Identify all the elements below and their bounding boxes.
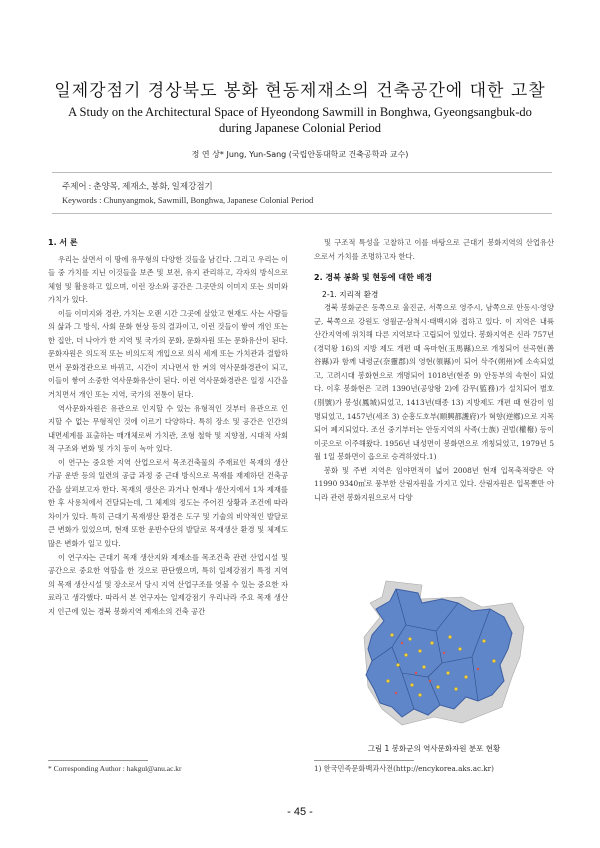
- subsection-heading-geography: 2-1. 지리적 환경: [322, 289, 379, 299]
- reference-footnote: 1) 한국민족문화백과사전(http://encykorea.aks.ac.kr): [314, 764, 494, 773]
- page-number: - 45 -: [287, 806, 313, 818]
- footnote-rule-right: [314, 760, 414, 761]
- title-en-line-2: during Japanese Colonial Period: [218, 121, 382, 135]
- corresponding-author-footnote: * Corresponding Author : hakgul@anu.ac.kr: [48, 764, 182, 773]
- title-en-line-1: A Study on the Architectural Space of Hyeondong Sawmill in Bonghwa, Gyeongsangbuk-do: [68, 105, 532, 119]
- keywords-box: [52, 172, 552, 214]
- section-heading-introduction: 1. 서 론: [48, 238, 78, 247]
- left-column: [48, 236, 288, 618]
- body-paragraph: 역사문화자원은 유관으로 인지할 수 있는 유형적인 것부터 유관으로 인지할 수 없는 무형적인 것에 이르기 다양하다. 특히 장소 및 공간은 인간의 내면세계를 표출하는 매개체로써 가치관, 조형 철학 및 지향점, 시대적 사회적 구조와 변화 및 가치 등이 녹아 있다.: [48, 403, 288, 454]
- keywords-korean: 주제어 : 춘양목, 제재소, 봉화, 일제강점기: [62, 181, 213, 191]
- keywords-english: Keywords : Chunyangmok, Sawmill, Bonghwa, Japanese Colonial Period: [62, 195, 314, 205]
- paper-title-english: [30, 104, 570, 136]
- body-paragraph: 및 구조적 특성을 고찰하고 이를 바탕으로 근대기 봉화지역의 산업유산으로서 가치를 조명하고자 한다.: [314, 238, 554, 261]
- body-paragraph: 우리는 살면서 이 땅에 유무형의 다양한 것들을 남긴다. 그리고 우리는 이들 중 가치를 지닌 이것들을 보존 및 보전, 유지 관리하고, 각자의 방식으로 체험 및 활용하고 있으며, 이런 장소와 공간은 그곳만의 이미지 또는 의미와 가치가 있다.: [48, 254, 288, 305]
- body-paragraph: 이들 이미지와 경관, 가치는 오랜 시간 그곳에 살았고 현재도 사는 사람들의 삶과 그 방식, 사회 문화 현상 등의 결과이고, 이런 것들이 쌓여 개인 또는 한 집안, 더 나아가 한 지역 및 국가의 문화, 문화자원 또는 문화유산이 된다. 문화자원은 의도적 또는 비의도적 개입으로 의식 세계 또는 가치관과 결합하면서 문화경관으로 바뀌고, 시간이 지나면서 한 켜의 역사문화경관이 되고, 이들이 쌓여 소중한 역사문화유산이 된다. 이런 역사문화경관은 일정 시간을 거치면서 개인 또는 지역, 국가의 전통이 된다.: [48, 308, 288, 400]
- body-paragraph: 경북 봉화군은 동쪽으로 울진군, 서쪽으로 영주시, 남쪽으로 안동시·영양군, 북쪽으로 강원도 영월군·삼척시·태백시와 접하고 있다. 이 지역은 내륙 산간지역에 위치해 다른 지역보다 고립되어 있었다. 봉화지역은 신라 757년(경덕왕 16)의 지방 제도 개편 때 옥마현(玉馬縣)으로 개칭되어 선곡현(善谷縣)과 함께 내령군(奈靈郡)의 영현(領縣)이 되어 삭주(朔州)에 소속되었고, 고려시대 봉화현으로 개명되어 1018년(현종 9) 안동부의 속현이 되었다. 이후 봉화현은 고려 1390년(공양왕 2)에 감무(監務)가 설치되어 별호(別號)가 봉성(鳳城)되었고, 1413년(태종 13) 지방제도 개편 때 현감이 임명되었고, 1457년(세조 3) 순흥도호부(順興都護府)가 혁향(逆鄕)으로 지목되어 폐지되었다. 조선 중기부터는 안동지역의 사족(士族) 권벌(權橃) 등이 이곳으로 이주해왔다. 1956년 내성면이 봉화면으로 개칭되었고, 1979년 5월 1일 봉화면이 읍으로 승격하였다.1): [314, 303, 554, 462]
- body-paragraph: 이 연구자는 근대기 목재 생산지와 제재소를 목조건축 관련 산업시설 및 공간으로 중요한 역할을 한 것으로 판단했으며, 특히 일제강점기 특정 지역의 목재 생산시설 및 장소로서 당시 지역 산업구조를 엿볼 수 있는 중요한 자료라고 생각했다. 따라서 본 연구자는 일제강점기 우리나라 주요 목재 생산지 인근에 있는 경북 봉화지역 제재소의 건축 공간: [48, 552, 288, 616]
- section-heading-background: 2. 경북 봉화 및 현동에 대한 배경: [314, 273, 433, 283]
- paper-title-korean: 일제강점기 경상북도 봉화 현동제재소의 건축공간에 대한 고찰: [54, 81, 546, 101]
- body-paragraph: 봉화 및 주변 지역은 임야면적이 넓어 2008년 현재 입목축적량은 약 11990 9340㎥로 풍부한 산림자원을 가지고 있다. 산림자원은 입목뿐만 아니라 관련 봉화지원으로서 다양: [314, 465, 554, 502]
- footnote-rule-left: [48, 760, 148, 761]
- right-column: [314, 236, 554, 504]
- body-paragraph: 이 연구는 중요한 지역 산업으로서 목조건축물의 주재료인 목재의 생산 가공 운반 등의 일련의 공급 과정 중 근대 방식으로 목재를 재제하던 건축공간을 살펴보고자 한다. 목재의 생산은 과거나 현재나 생산지에서 1차 제재를 한 후 사용처에서 건달되는데, 그 체제의 정도는 주어진 상황과 조건에 따라 차이가 있다. 특히 근대기 목재생산 환경은 도구 및 기술의 비약적인 발달로 큰 변화가 있었으며, 현재 또한 운반수단의 발달로 목재생산 환경 및 체제도 많은 변화가 일고 있다.: [48, 457, 288, 549]
- bonghwa-map-figure: [362, 577, 527, 727]
- figure-caption: 그림 1 봉화군의 역사문화자원 분포 현황: [367, 744, 501, 753]
- author-line: 정 연 상* Jung, Yun-Sang (국립안동대학교 건축공학과 교수): [191, 150, 409, 159]
